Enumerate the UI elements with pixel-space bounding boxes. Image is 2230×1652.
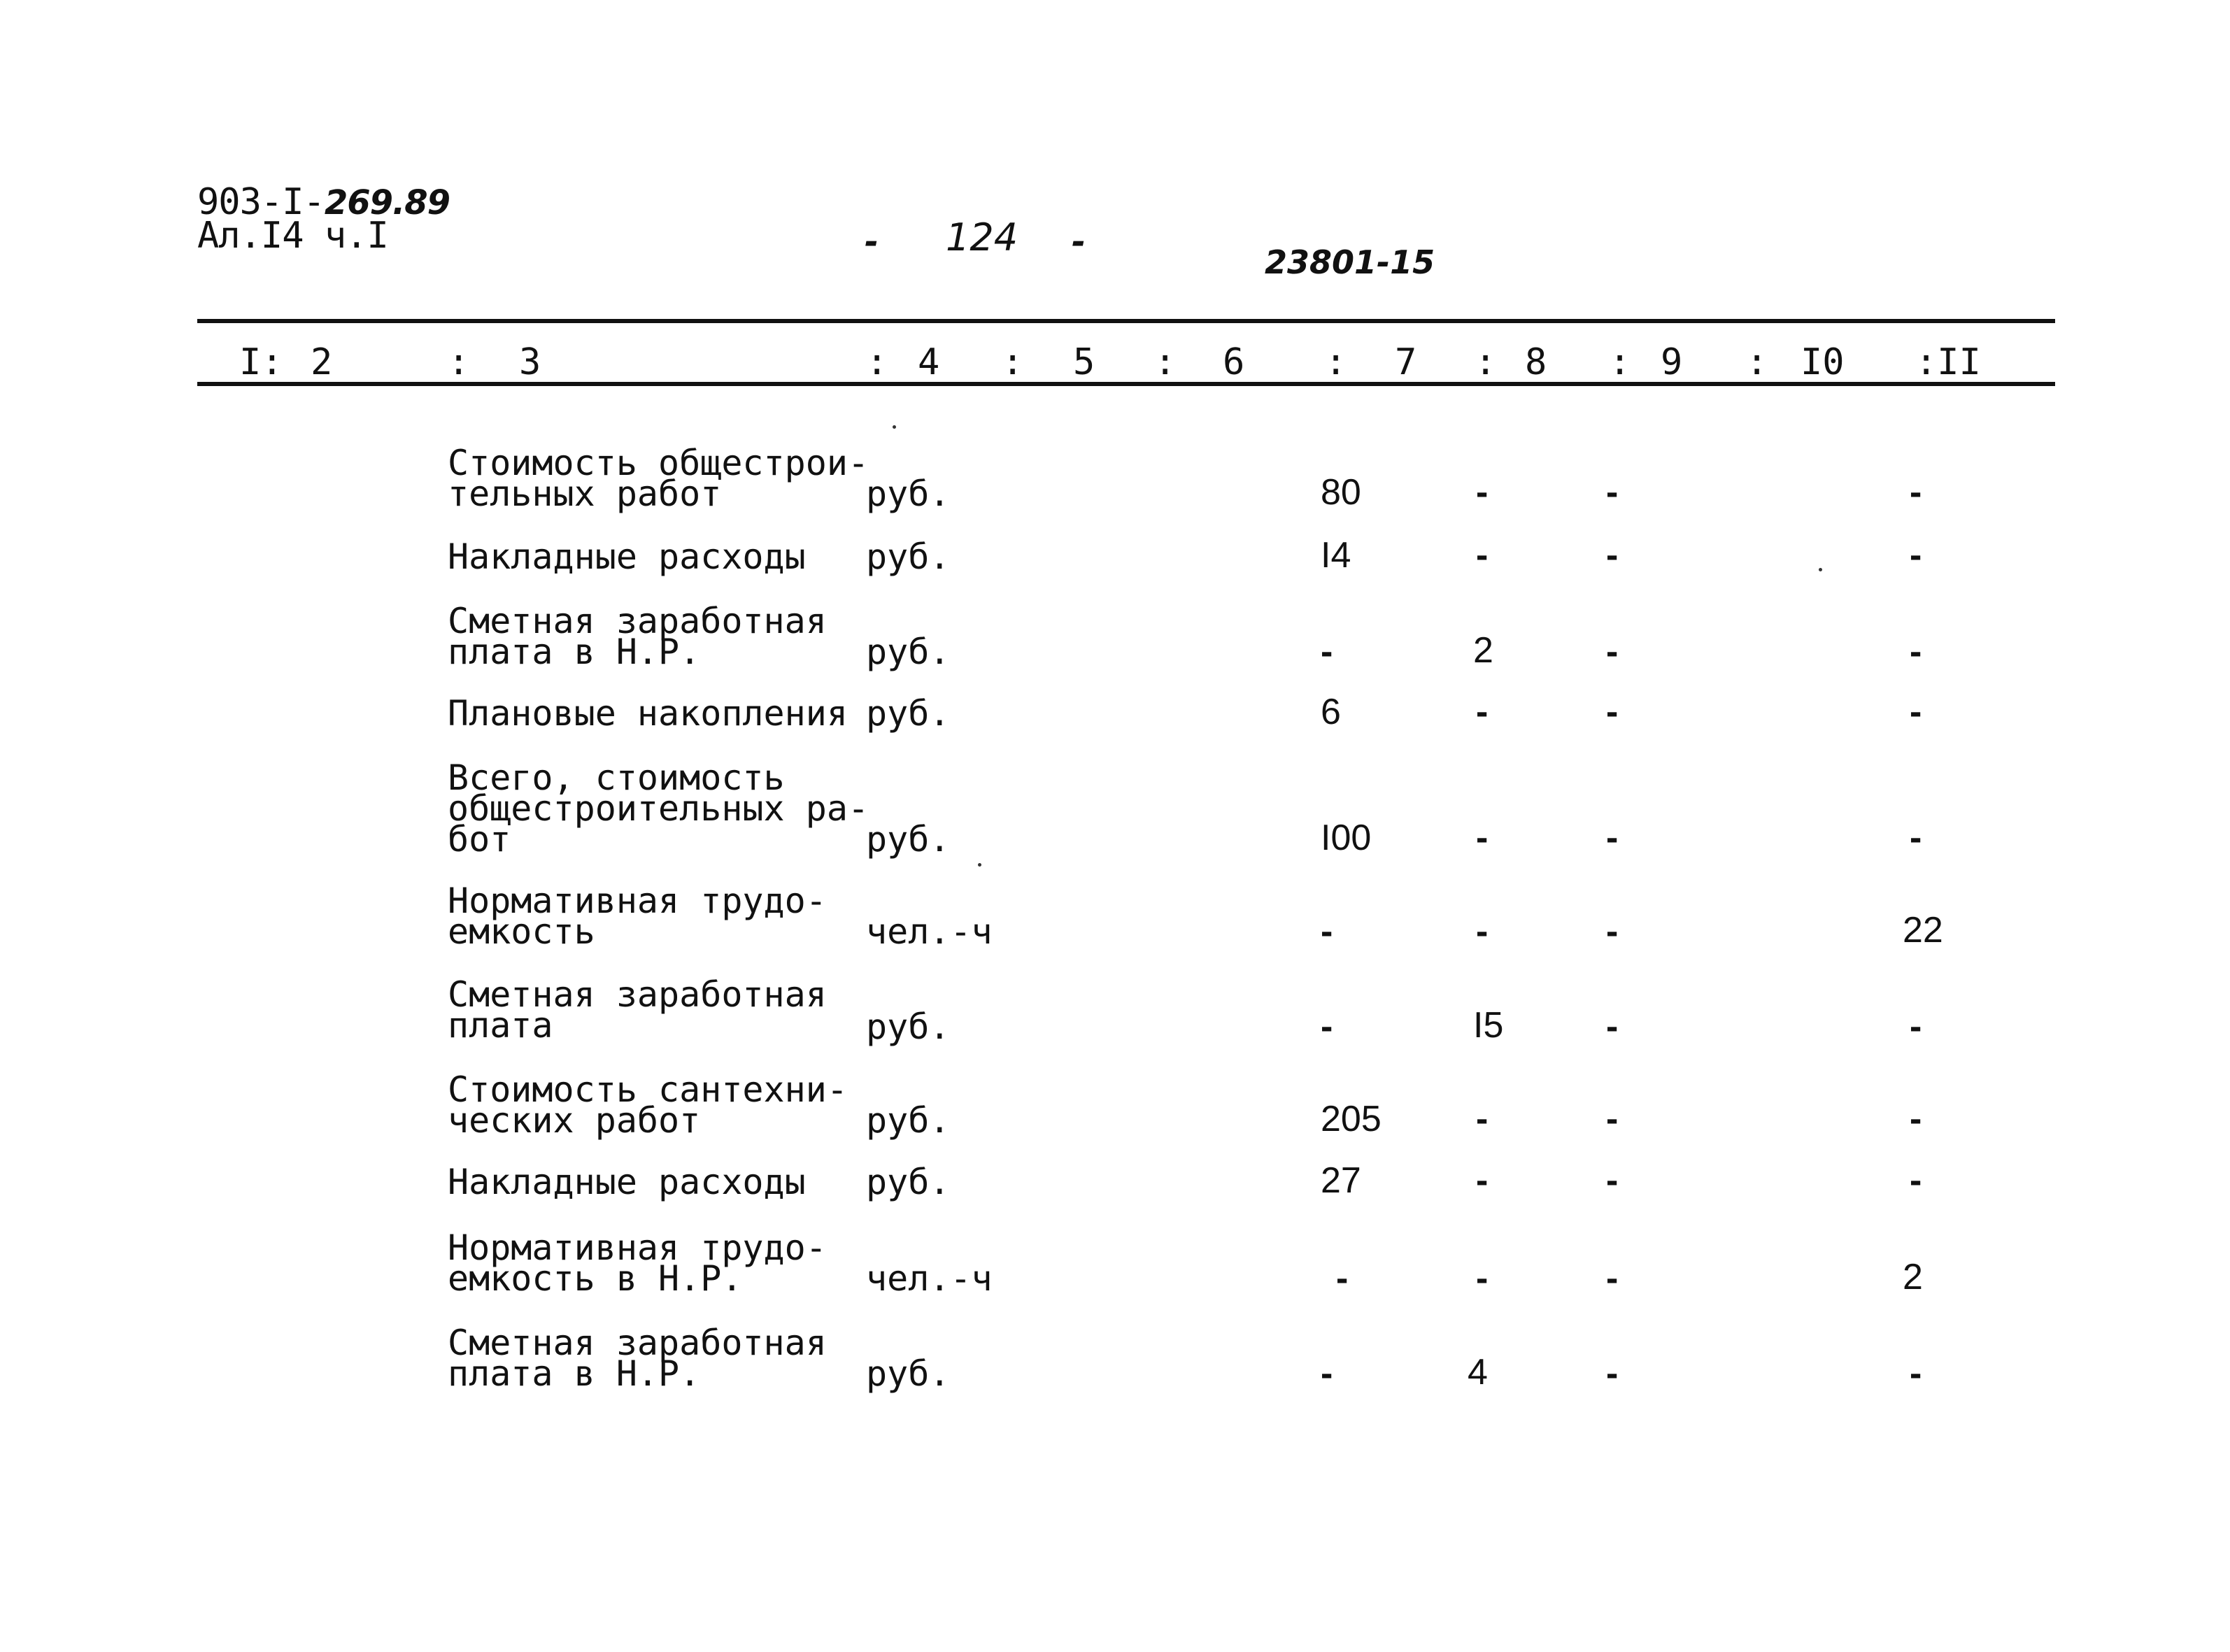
row-col-7: I00 bbox=[1321, 818, 1372, 858]
row-description: Стоимость общестрои- тельных работ bbox=[448, 443, 869, 514]
col-sep: : bbox=[1154, 341, 1177, 383]
row-description: Нормативная трудо- емкость в Н.Р. bbox=[448, 1227, 827, 1299]
row-col-8: - bbox=[1476, 1099, 1489, 1139]
col-7: 7 bbox=[1395, 341, 1417, 383]
col-sep: : bbox=[1325, 341, 1347, 383]
row-col-7: 27 bbox=[1321, 1160, 1361, 1201]
row-col-7: - bbox=[1321, 911, 1333, 952]
row-col-9: - bbox=[1606, 472, 1619, 513]
col-sep: : bbox=[1475, 341, 1497, 383]
row-col-9: - bbox=[1606, 911, 1619, 952]
page-dash-right: - bbox=[1072, 222, 1086, 262]
col-9: 9 bbox=[1661, 341, 1683, 383]
col-2: 2 bbox=[311, 341, 333, 383]
scan-speck bbox=[978, 863, 981, 867]
col-sep: : bbox=[1746, 341, 1768, 383]
row-col-9: - bbox=[1606, 1160, 1619, 1201]
row-col-11: 22 bbox=[1903, 910, 1943, 950]
col-sep: I: bbox=[239, 341, 283, 383]
row-unit: чел.-ч bbox=[866, 911, 993, 952]
row-unit: руб. bbox=[866, 536, 951, 577]
row-col-11: - bbox=[1910, 1099, 1922, 1139]
table-top-rule bbox=[197, 319, 2055, 323]
row-description: Накладные расходы bbox=[448, 536, 806, 577]
col-11: :II bbox=[1915, 341, 1981, 383]
row-col-7: - bbox=[1321, 1006, 1333, 1047]
row-col-11: - bbox=[1910, 1006, 1922, 1047]
row-unit: руб. bbox=[866, 1006, 951, 1047]
row-unit: чел.-ч bbox=[866, 1258, 993, 1299]
row-col-9: - bbox=[1606, 1099, 1619, 1139]
row-col-8: - bbox=[1476, 1160, 1489, 1201]
col-5: 5 bbox=[1073, 341, 1095, 383]
row-unit: руб. bbox=[866, 1353, 951, 1394]
row-description: Всего, стоимость общестроительных ра- бот bbox=[448, 757, 869, 860]
row-col-9: - bbox=[1606, 1353, 1619, 1394]
page-dash-left: - bbox=[865, 222, 879, 262]
row-description: Сметная заработная плата bbox=[448, 974, 827, 1046]
row-description: Плановые накопления bbox=[448, 693, 848, 734]
row-unit: руб. bbox=[866, 693, 951, 734]
scan-speck bbox=[1819, 568, 1822, 571]
row-col-11: - bbox=[1910, 472, 1922, 513]
row-unit: руб. bbox=[866, 819, 951, 860]
row-col-11: - bbox=[1910, 1160, 1922, 1201]
row-col-8: 4 bbox=[1468, 1352, 1488, 1393]
row-col-9: - bbox=[1606, 1006, 1619, 1047]
row-col-9: - bbox=[1606, 632, 1619, 672]
scan-speck bbox=[893, 425, 896, 429]
document-code-printed: 903-I- bbox=[197, 181, 325, 223]
row-col-9: - bbox=[1606, 692, 1619, 732]
row-col-8: 2 bbox=[1473, 630, 1493, 671]
document-code bbox=[197, 181, 450, 223]
col-8: 8 bbox=[1525, 341, 1547, 383]
col-sep: : bbox=[866, 341, 888, 383]
row-col-9: - bbox=[1606, 535, 1619, 576]
row-description: Накладные расходы bbox=[448, 1162, 806, 1202]
row-col-8: - bbox=[1476, 535, 1489, 576]
row-col-8: - bbox=[1476, 818, 1489, 858]
row-col-8: - bbox=[1476, 911, 1489, 952]
row-col-11: - bbox=[1910, 1353, 1922, 1394]
row-col-8: - bbox=[1476, 692, 1489, 732]
col-sep: : bbox=[1609, 341, 1631, 383]
row-col-7: 205 bbox=[1321, 1099, 1382, 1139]
col-10: I0 bbox=[1801, 341, 1845, 383]
row-description: Сметная заработная плата в Н.Р. bbox=[448, 601, 827, 672]
row-description: Нормативная трудо- емкость bbox=[448, 881, 827, 952]
row-col-11: 2 bbox=[1903, 1257, 1923, 1297]
row-col-8: - bbox=[1476, 1258, 1489, 1299]
row-col-7: 80 bbox=[1321, 472, 1361, 513]
col-6: 6 bbox=[1223, 341, 1245, 383]
stamp-number: 23801-15 bbox=[1265, 243, 1435, 281]
col-sep: : bbox=[1002, 341, 1024, 383]
row-col-7: - bbox=[1336, 1258, 1349, 1299]
table-header-rule bbox=[197, 382, 2055, 386]
row-unit: руб. bbox=[866, 1100, 951, 1141]
row-col-7: 6 bbox=[1321, 692, 1341, 732]
page-number: 124 bbox=[946, 215, 1018, 259]
document-code-handwritten: 269.89 bbox=[324, 183, 450, 222]
row-unit: руб. bbox=[866, 632, 951, 672]
row-unit: руб. bbox=[866, 473, 951, 514]
row-col-11: - bbox=[1910, 535, 1922, 576]
row-col-7: I4 bbox=[1321, 535, 1351, 576]
row-col-11: - bbox=[1910, 818, 1922, 858]
col-3: 3 bbox=[519, 341, 541, 383]
row-description: Сметная заработная плата в Н.Р. bbox=[448, 1323, 827, 1394]
row-col-7: - bbox=[1321, 1353, 1333, 1394]
row-col-9: - bbox=[1606, 1258, 1619, 1299]
row-description: Стоимость сантехни- ческих работ bbox=[448, 1069, 848, 1141]
album-label: Ал.I4 ч.I bbox=[197, 215, 388, 257]
col-sep: : bbox=[448, 341, 470, 383]
row-unit: руб. bbox=[866, 1162, 951, 1202]
row-col-8: - bbox=[1476, 472, 1489, 513]
col-4: 4 bbox=[918, 341, 940, 383]
row-col-11: - bbox=[1910, 632, 1922, 672]
row-col-11: - bbox=[1910, 692, 1922, 732]
row-col-8: I5 bbox=[1473, 1005, 1504, 1046]
row-col-7: - bbox=[1321, 632, 1333, 672]
row-col-9: - bbox=[1606, 818, 1619, 858]
